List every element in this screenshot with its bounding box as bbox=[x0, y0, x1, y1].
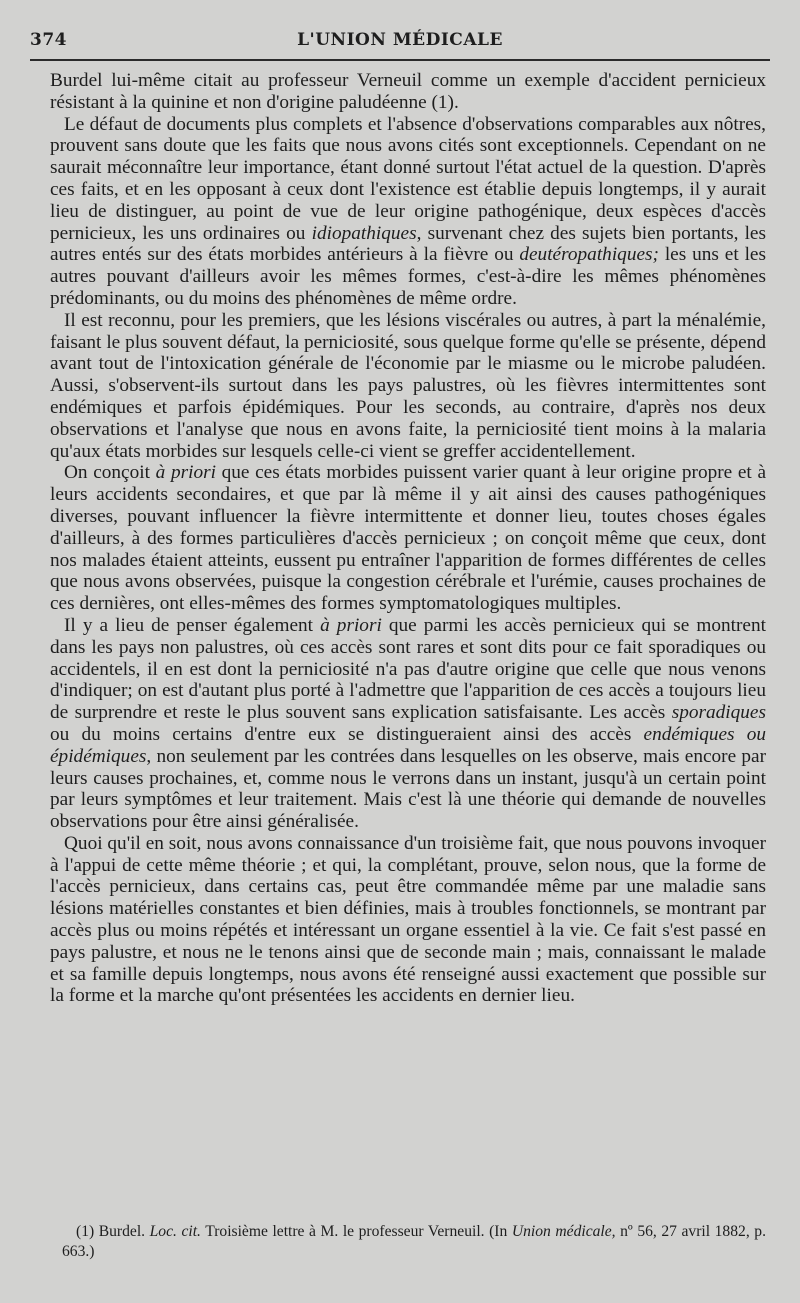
paragraph-4: On conçoit à priori que ces états morbides puissent varier quant à leur origine propre et à leurs accidents secondaires, et que par là même il y ait ainsi des causes pathogéniques diverses, pouvant influencer la fièvre intermittente et donner lieu, toutes choses égales d'ailleurs, à des formes particulières d'accès pernicieux ; on conçoit même que ceux, dont nos malades étaient atteints, eussent pu entraîner l'apparition de formes différentes de celles que nous avons observées, puisque la congestion cérébrale et l'urémie, causes prochaines de ces dernières, ont elles-mêmes des formes symptomatologiques multiples. bbox=[50, 462, 766, 615]
running-title: L'UNION MÉDICALE bbox=[297, 30, 503, 50]
paragraph-6: Quoi qu'il en soit, nous avons connaissance d'un troisième fait, que nous pouvons invoquer à l'appui de cette même théorie ; et qui, la complétant, prouve, selon nous, que la forme de l'accès pernicieux, dans certains cas, peut être commandée même par une maladie sans lésions matérielles constantes et bien définies, mais à troubles fonctionnels, se montrant par accès plus ou moins répétés et intéressant un organe essentiel à la vie. Ce fait s'est passé en pays palustre, et nous ne le tenons ainsi que de seconde main ; mais, connaissant le malade et sa famille depuis longtemps, nous avons été renseigné aussi exactement que possible sur la forme et la marche qu'ont présentées les accidents en dernier lieu. bbox=[50, 832, 766, 1007]
footnote-text: (1) Burdel. Loc. cit. Troisième lettre à M. le professeur Verneuil. (In Union médicale, nº 56, 27 avril 1882, p. 663.) bbox=[62, 1223, 766, 1260]
footnote bbox=[62, 1222, 766, 1262]
paragraph-3: Il est reconnu, pour les premiers, que les lésions viscérales ou autres, à part la ménalémie, faisant le plus souvent défaut, la perniciosité, sous quelque forme qu'elle se présente, dépend avant tout de l'intoxication générale de l'économie par le miasme ou le microbe paludéen. Aussi, s'observent-ils surtout dans les pays palustres, où les fièvres intermittentes sont endémiques et parfois épidémiques. Pour les seconds, au contraire, d'après nos deux observations et l'analyse que nous en avons faite, la perniciosité tient moins à la malaria qu'aux états morbides sur lesquels celle-ci vient se greffer accidentellement. bbox=[50, 309, 766, 462]
paragraph-1: Burdel lui-même citait au professeur Verneuil comme un exemple d'accident pernicieux résistant à la quinine et non d'origine paludéenne (1). bbox=[50, 70, 766, 113]
paragraph-2: Le défaut de documents plus complets et l'absence d'observations comparables aux nôtres, prouvent sans doute que les faits que nous avons cités sont exceptionnels. Cependant on ne saurait méconnaître leur importance, étant donné surtout l'état actuel de la question. D'après ces faits, et en les opposant à ceux dont l'existence est établie depuis longtemps, il y aurait lieu de distinguer, au point de vue de leur origine pathogénique, deux espèces d'accès pernicieux, les uns ordinaires ou idiopathiques, survenant chez des sujets bien portants, les autres entés sur des états morbides antérieurs à la fièvre ou deutéropathiques; les uns et les autres pouvant d'ailleurs avoir les mêmes formes, c'est-à-dire les mêmes phénomènes prédominants, ou du moins des phénomènes de même ordre. bbox=[50, 113, 766, 309]
page-number: 374 bbox=[30, 30, 67, 50]
header-rule bbox=[30, 59, 770, 61]
body-text bbox=[50, 70, 766, 1007]
page-header bbox=[30, 30, 770, 60]
paragraph-5: Il y a lieu de penser également à priori que parmi les accès pernicieux qui se montrent dans les pays non palustres, où ces accès sont rares et sont dits pour ce fait sporadiques ou accidentels, il en est dont la perniciosité n'a pas d'autre origine que celle que nous venons d'indiquer; on est d'autant plus porté à l'admettre que l'apparition de ces accès a toujours lieu de surprendre et reste le plus souvent sans explication satisfaisante. Les accès sporadiques ou du moins certains d'entre eux se distingueraient ainsi des accès endémiques ou épidémiques, non seulement par les contrées dans lesquelles on les observe, mais encore par leurs causes prochaines, et, comme nous le verrons dans un instant, jusqu'à un certain point par leurs symptômes et leur traitement. Mais c'est là une théorie qui demande de nouvelles observations pour être ainsi généralisée. bbox=[50, 614, 767, 833]
